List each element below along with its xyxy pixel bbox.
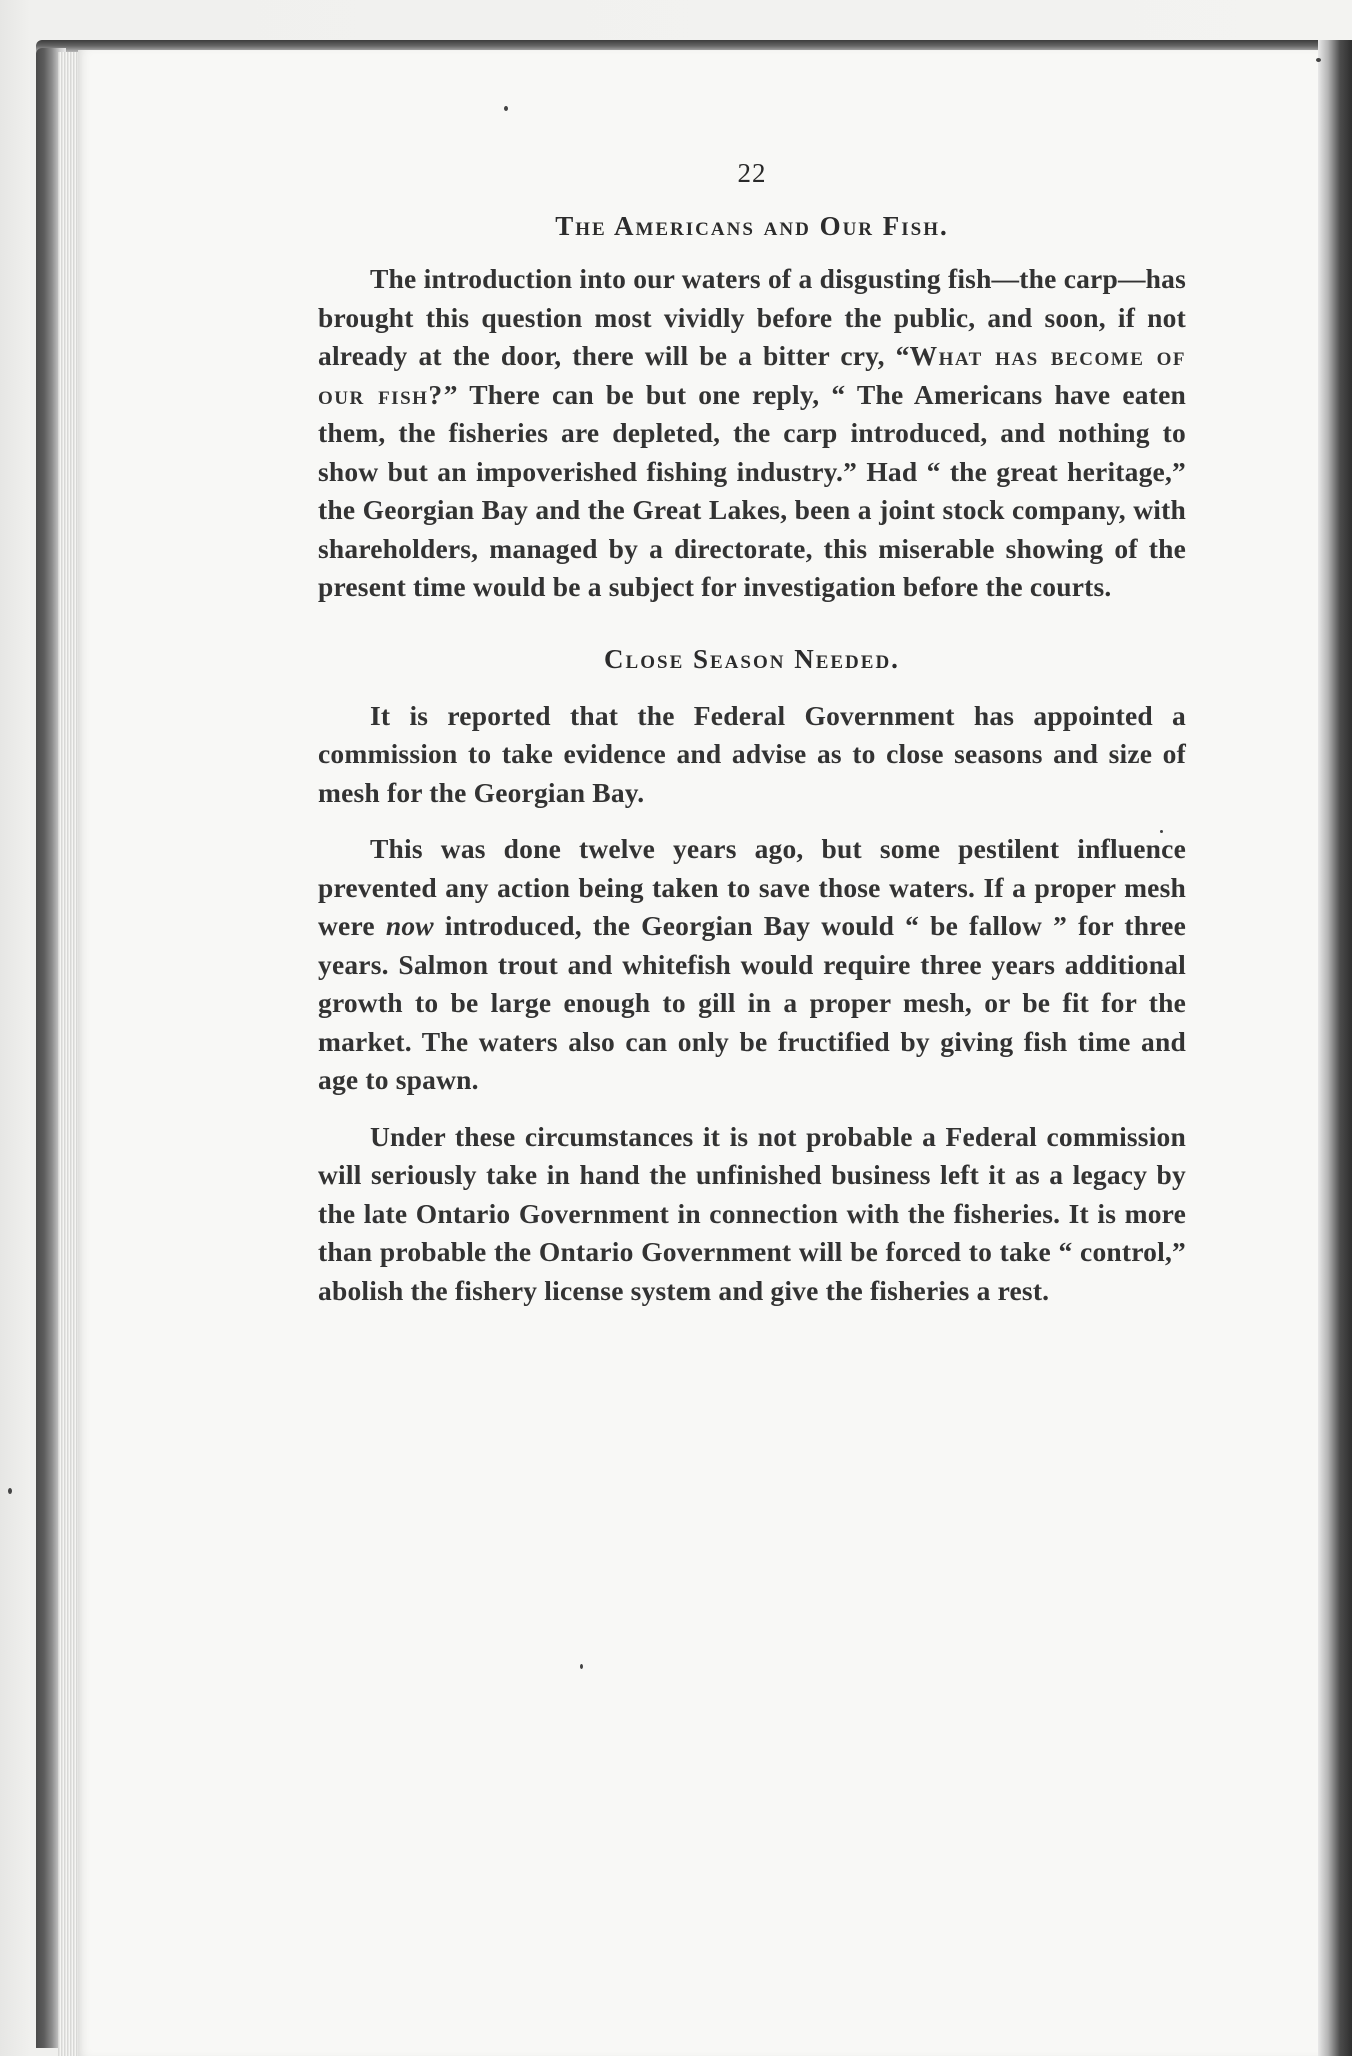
page-content xyxy=(318,150,1186,1328)
section-heading-americans-fish: The Americans and Our Fish. xyxy=(555,211,949,241)
paragraph-twelve-years xyxy=(318,830,1186,1100)
paragraph-text: The introduction into our waters of a disgusting fish—the carp—has brought this question most vividly before the public, and soon, if not already at the door, there will be a bitter cry, “ xyxy=(318,263,1186,371)
paragraph-text: ” There can be but one reply, “ The Americans have eaten them, the fisheries are depleted, the carp introduced, and nothing to show but an impoverished fishing industry.” Had “ the great heritage,” the Georgian Bay and the Great Lakes, been a joint stock company, with shareholders, managed by a directorate, this miserable showing of the present time would be a subject for investigation before the courts. xyxy=(318,378,1186,602)
book-cover-right-edge xyxy=(1318,40,1352,2056)
paragraph-federal-commission: It is reported that the Federal Government has appointed a commission to take evidence and advise as to close seasons and size of mesh for the Georgian Bay. xyxy=(318,699,1186,808)
section-heading-close-season: Close Season Needed. xyxy=(604,643,900,674)
page-speck xyxy=(504,106,508,111)
paragraph-circumstances: Under these circumstances it is not probable a Federal commission will seriously take in hand the unfinished business left it as a legacy by the late Ontario Government in connection with the fisheries. It is more than probable the Ontario Government will be forced to take “ control,” abolish the fishery license system and give the fisheries a rest. xyxy=(318,1120,1186,1306)
paragraph-text: This was done twelve years ago, but some pestilent influence prevented any action being taken to save those waters. If a proper mesh were xyxy=(318,833,1186,941)
italic-word: now xyxy=(385,910,434,941)
scan-speck xyxy=(1316,58,1321,62)
paragraph-carp-introduction xyxy=(318,260,1186,607)
page-stack-edge xyxy=(58,52,78,2056)
scan-speck xyxy=(8,1488,12,1494)
small-caps-quote: What has become of our fish? xyxy=(318,340,1186,410)
page-number: 22 xyxy=(737,158,767,188)
page-speck xyxy=(580,1664,583,1669)
paragraph-text: introduced, the Georgian Bay would “ be fallow ” for three years. Salmon trout and whitefish would require three years additional growth to be large enough to gill in a proper mesh, or be fit for the market. The waters also can only be fructified by giving fish time and age to spawn. xyxy=(318,910,1186,1095)
